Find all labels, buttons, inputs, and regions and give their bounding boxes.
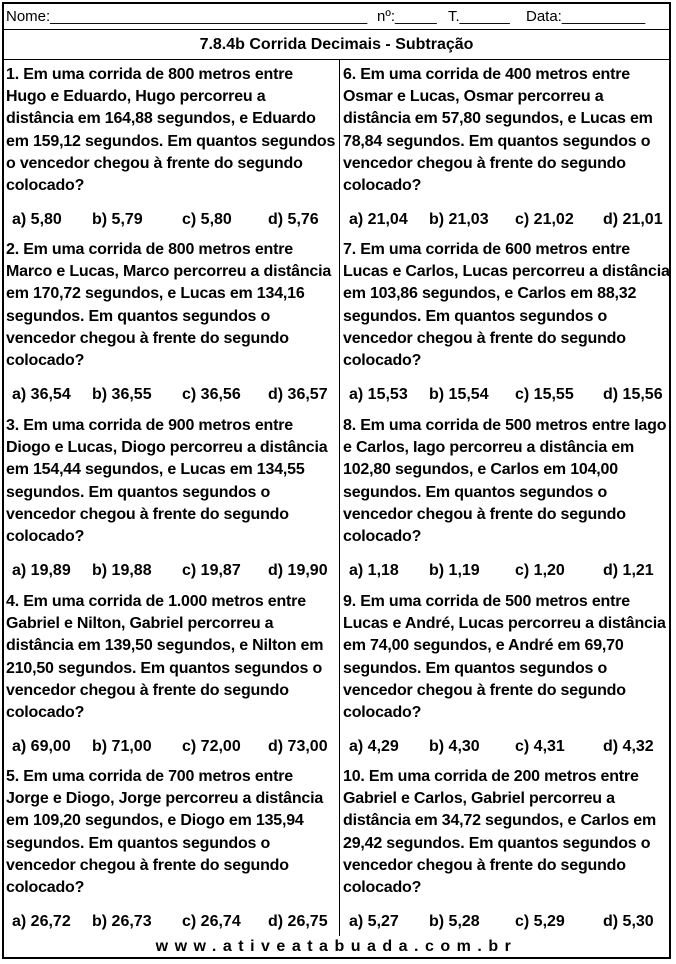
option-c[interactable]: c) 15,55 (515, 386, 574, 403)
question-7 (343, 239, 673, 372)
option-b[interactable]: b) 26,73 (92, 913, 152, 930)
question-1 (6, 64, 336, 197)
option-d[interactable]: d) 26,75 (268, 913, 328, 930)
page-title: 7.8.4b Corrida Decimais - Subtração (4, 30, 669, 60)
question-9 (343, 591, 673, 724)
option-d[interactable]: d) 1,21 (603, 562, 654, 579)
option-a[interactable]: a) 15,53 (349, 386, 408, 403)
number-field-label[interactable]: nº:_____ (377, 8, 437, 25)
option-b[interactable]: b) 36,55 (92, 386, 152, 403)
question-text: 10. Em uma corrida de 200 metros entre Gabriel e Carlos, Gabriel percorreu a distância em 34,72 segundos, e Carlos em 29,42 segundos. Em quantos segundos o vencedor chegou à frente do segundo colocado? (343, 768, 657, 897)
option-c[interactable]: c) 36,56 (182, 386, 241, 403)
option-d[interactable]: d) 5,30 (603, 913, 654, 930)
name-field-label[interactable]: Nome:______________________________________ (6, 8, 368, 25)
option-b[interactable]: b) 5,28 (429, 913, 480, 930)
option-b[interactable]: b) 4,30 (429, 738, 480, 755)
option-c[interactable]: c) 72,00 (182, 738, 241, 755)
option-a[interactable]: a) 4,29 (349, 738, 399, 755)
question-text: 3. Em uma corrida de 900 metros entre Diogo e Lucas, Diogo percorreu a distância em 154,44 segundos, e Lucas em 134,55 segundos. Em quantos segundos o vencedor chegou à frente do segundo colocado? (6, 417, 328, 546)
question-8 (343, 415, 673, 548)
option-a[interactable]: a) 19,89 (12, 562, 71, 579)
class-field-label[interactable]: T.______ (448, 8, 510, 25)
student-info-header (4, 4, 669, 30)
option-b[interactable]: b) 1,19 (429, 562, 480, 579)
option-d[interactable]: d) 21,01 (603, 211, 663, 228)
date-field-label[interactable]: Data:__________ (526, 8, 646, 25)
option-b[interactable]: b) 71,00 (92, 738, 152, 755)
option-d[interactable]: d) 5,76 (268, 211, 319, 228)
question-text: 5. Em uma corrida de 700 metros entre Jorge e Diogo, Jorge percorreu a distância em 109,20 segundos, e Diogo em 135,94 segundos. Em quantos segundos o vencedor chegou à frente do segundo colocado? (6, 768, 324, 897)
question-text: 7. Em uma corrida de 600 metros entre Lucas e Carlos, Lucas percorreu a distância em 103,86 segundos, e Carlos em 88,32 segundos. Em quantos segundos o vencedor chegou à frente do segundo colocado? (343, 241, 670, 370)
option-a[interactable]: a) 21,04 (349, 211, 408, 228)
option-c[interactable]: c) 26,74 (182, 913, 241, 930)
option-d[interactable]: d) 4,32 (603, 738, 654, 755)
option-a[interactable]: a) 36,54 (12, 386, 71, 403)
worksheet-page (2, 2, 671, 959)
question-3 (6, 415, 336, 548)
question-text: 8. Em uma corrida de 500 metros entre Iago e Carlos, Iago percorreu a distância em 102,80 segundos, e Carlos em 104,00 segundos. Em quantos segundos o vencedor chegou à frente do segundo colocado? (343, 417, 667, 546)
option-c[interactable]: c) 1,20 (515, 562, 565, 579)
question-text: 2. Em uma corrida de 800 metros entre Marco e Lucas, Marco percorreu a distância em 170,72 segundos, e Lucas em 134,16 segundos. Em quantos segundos o vencedor chegou à frente do segundo colocado? (6, 241, 332, 370)
option-a[interactable]: a) 5,80 (12, 211, 62, 228)
option-a[interactable]: a) 1,18 (349, 562, 399, 579)
column-divider (339, 60, 340, 936)
option-a[interactable]: a) 69,00 (12, 738, 71, 755)
question-10 (343, 766, 673, 899)
option-a[interactable]: a) 26,72 (12, 913, 71, 930)
option-c[interactable]: c) 5,29 (515, 913, 565, 930)
question-text: 9. Em uma corrida de 500 metros entre Lucas e André, Lucas percorreu a distância em 74,00 segundos, e André em 69,70 segundos. Em quantos segundos o vencedor chegou à frente do segundo colocado? (343, 593, 666, 722)
option-d[interactable]: d) 15,56 (603, 386, 663, 403)
option-d[interactable]: d) 73,00 (268, 738, 328, 755)
website-footer: www.ativeatabuada.com.br (155, 938, 518, 955)
option-a[interactable]: a) 5,27 (349, 913, 399, 930)
question-text: 6. Em uma corrida de 400 metros entre Osmar e Lucas, Osmar percorreu a distância em 57,80 segundos, e Lucas em 78,84 segundos. Em quantos segundos o vencedor chegou à frente do segundo colocado? (343, 66, 653, 195)
option-d[interactable]: d) 19,90 (268, 562, 328, 579)
question-text: 1. Em uma corrida de 800 metros entre Hugo e Eduardo, Hugo percorreu a distância em 164,88 segundos, e Eduardo em 159,12 segundos. Em quantos segundos o vencedor chegou à frente do segundo colocado? (6, 66, 336, 195)
question-4 (6, 591, 336, 724)
option-c[interactable]: c) 4,31 (515, 738, 565, 755)
question-6 (343, 64, 673, 197)
question-5 (6, 766, 336, 899)
option-b[interactable]: b) 19,88 (92, 562, 152, 579)
option-d[interactable]: d) 36,57 (268, 386, 328, 403)
question-text: 4. Em uma corrida de 1.000 metros entre Gabriel e Nilton, Gabriel percorreu a distância em 139,50 segundos, e Nilton em 210,50 segundos. Em quantos segundos o vencedor chegou à frente do segundo colocado? (6, 593, 324, 722)
option-b[interactable]: b) 21,03 (429, 211, 489, 228)
question-2 (6, 239, 336, 372)
option-b[interactable]: b) 15,54 (429, 386, 489, 403)
option-b[interactable]: b) 5,79 (92, 211, 143, 228)
option-c[interactable]: c) 19,87 (182, 562, 241, 579)
option-c[interactable]: c) 5,80 (182, 211, 232, 228)
option-c[interactable]: c) 21,02 (515, 211, 574, 228)
